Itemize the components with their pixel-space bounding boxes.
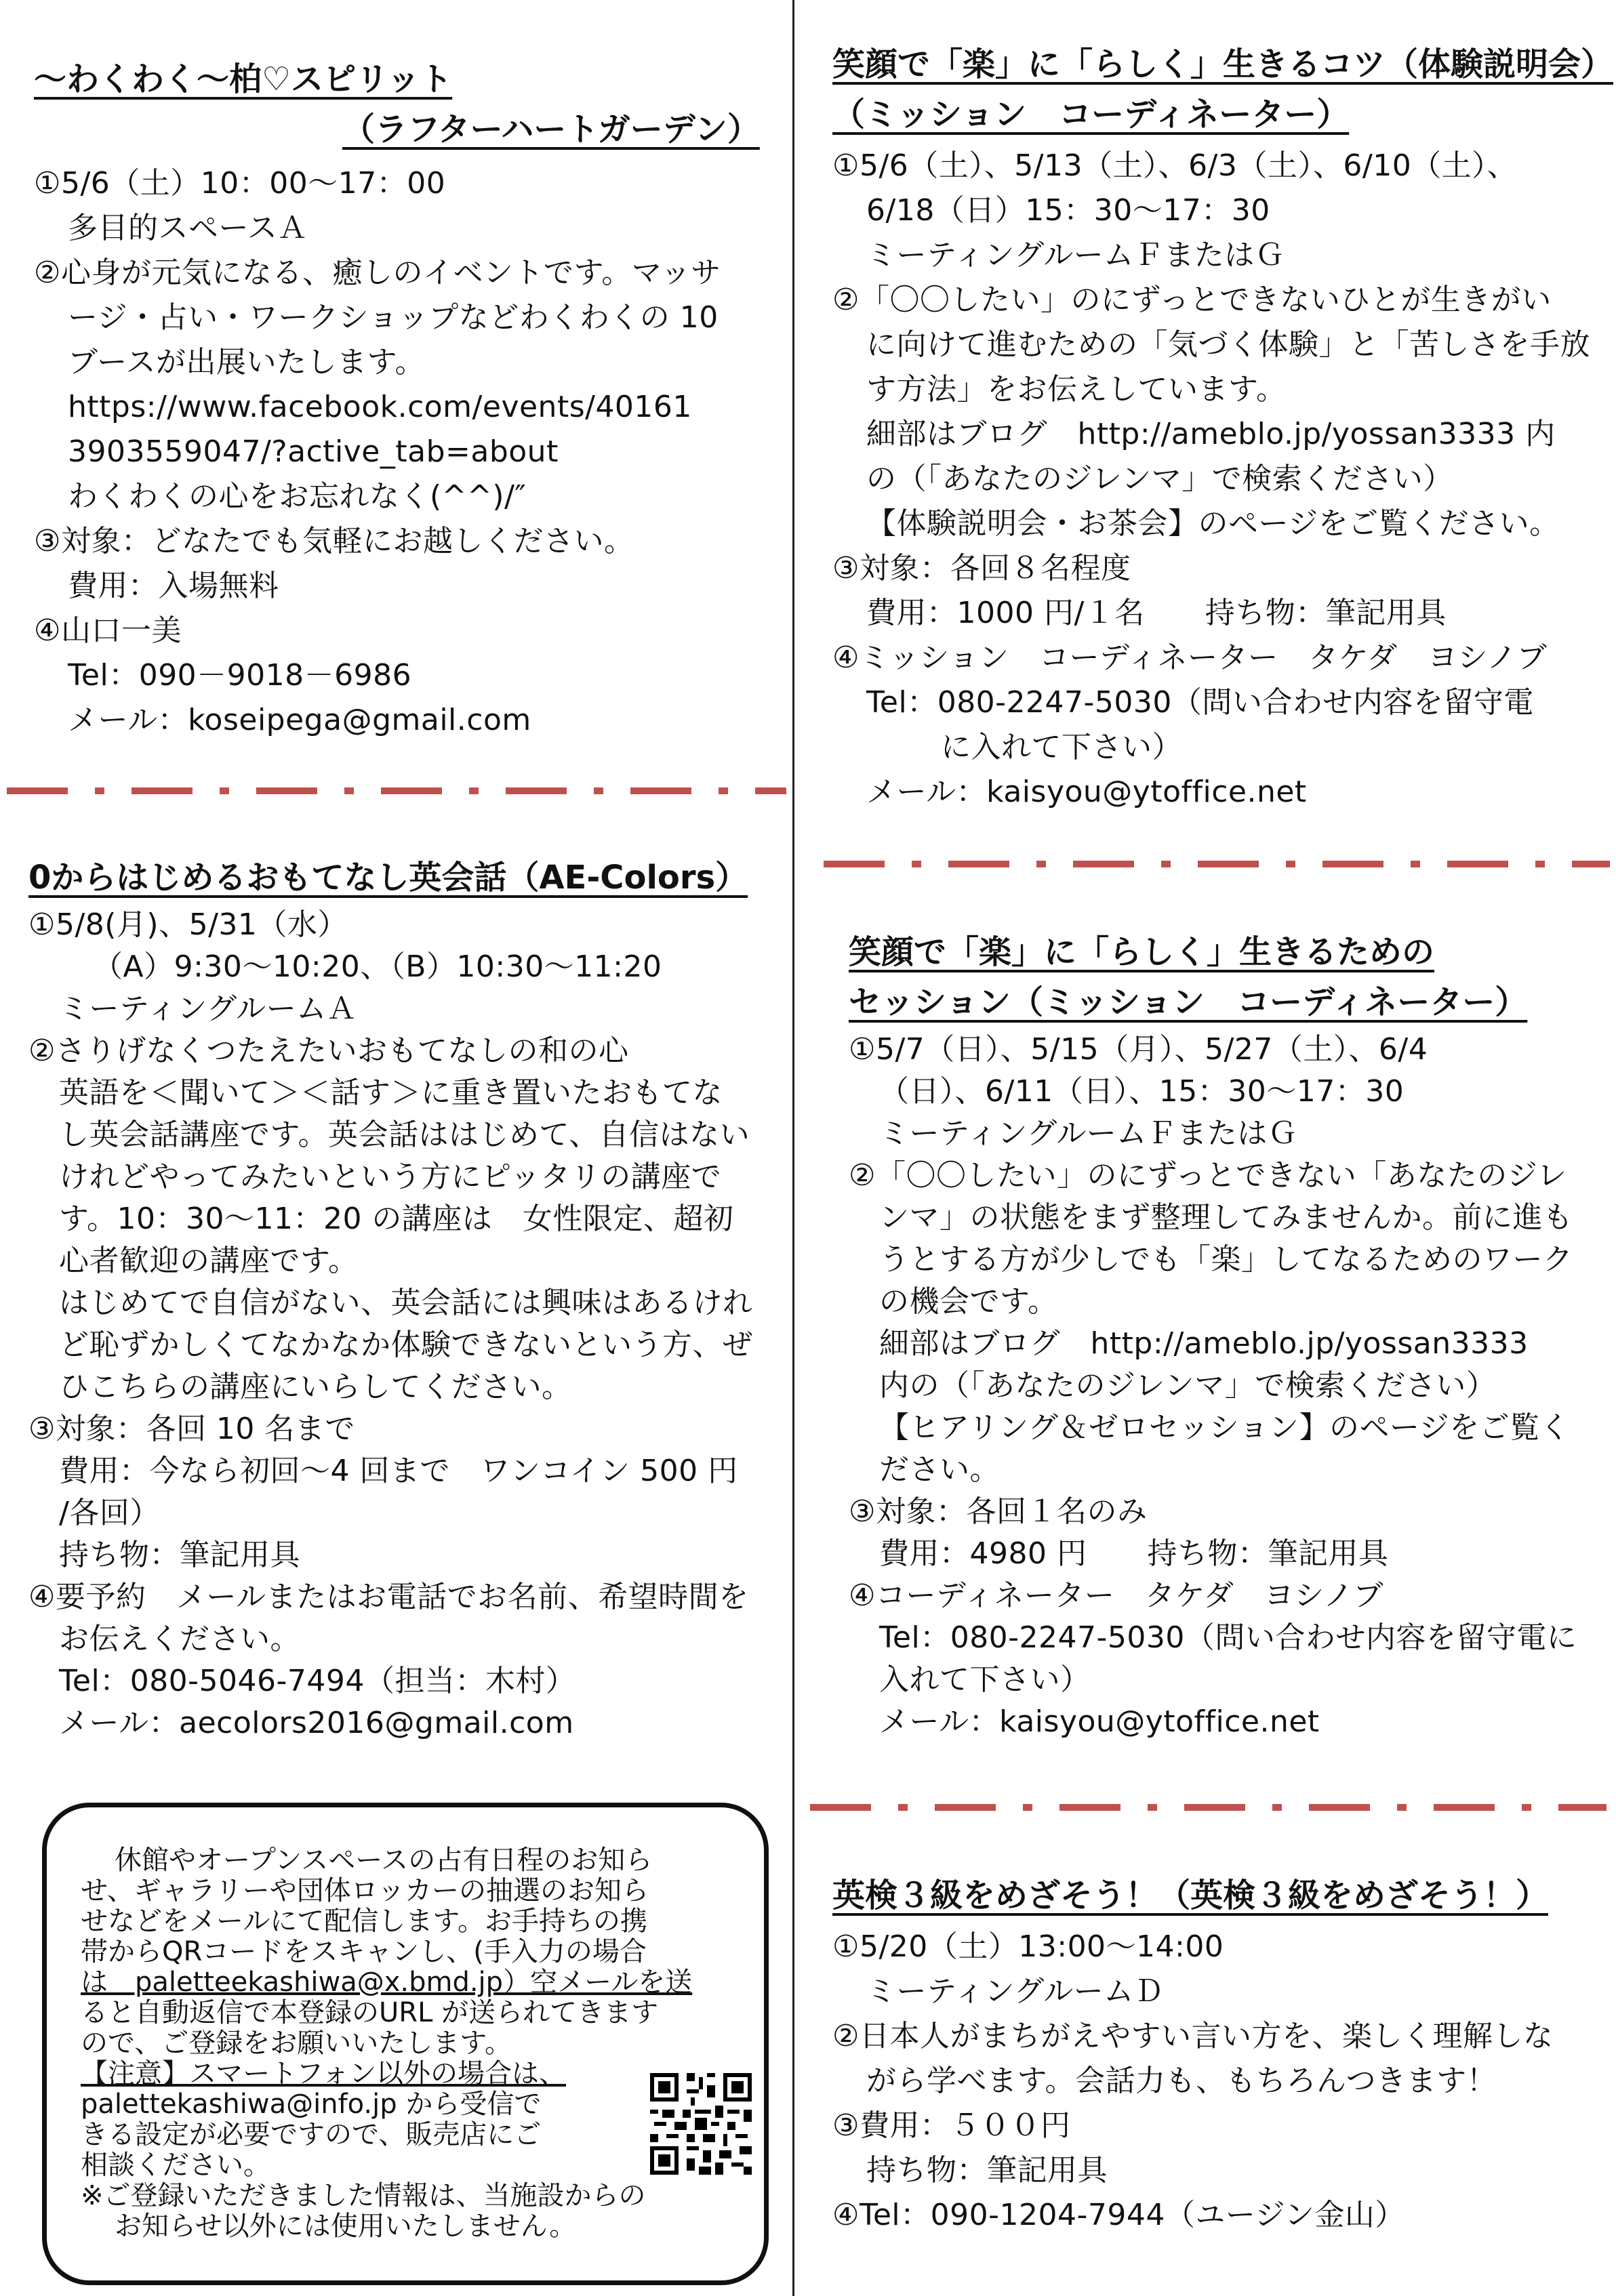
event-desc: がら学べます。会話力も、もちろんつきます！ [866, 2064, 1497, 2098]
event-phone: Tel：080-2247-5030（問い合わせ内容を留守電 [866, 685, 1534, 720]
event-email[interactable]: メール：aecolors2016@gmail.com [59, 1706, 574, 1740]
event-date: ①5/7（日）、5/15（月）、5/27（土）、6/4 [849, 1032, 1428, 1067]
event-contact: ④コーディネーター タケダ ヨシノブ [849, 1578, 1383, 1613]
event-subtitle: （ミッション コーディネーター） [832, 96, 1350, 134]
section-divider [810, 1803, 1607, 1812]
event-desc: す方法」をお伝えしています。 [866, 372, 1287, 407]
event-phone: Tel：080-2247-5030（問い合わせ内容を留守電に [879, 1620, 1577, 1655]
event-desc: す。10：30〜11：20 の講座は 女性限定、超初 [59, 1202, 734, 1236]
event-desc: ②日本人がまちがえやすい言い方を、楽しく理解しな [832, 2019, 1554, 2053]
event-date: ①5/20（土）13:00〜14:00 [832, 1929, 1224, 1964]
event-items: 持ち物：筆記用具 [866, 2153, 1108, 2188]
event-laughter-heart-garden [34, 54, 760, 743]
event-date: ①5/6（土）10：00〜17：00 [34, 166, 446, 201]
event-title: 0からはじめるおもてなし英会話（AE-Colors） [28, 859, 748, 897]
event-contact: ④ミッション コーディネーター タケダ ヨシノブ [832, 640, 1548, 675]
event-desc: 【体験説明会・お茶会】のページをご覧ください。 [866, 506, 1560, 541]
notice-line: せなどをメールにて配信します。お手持ちの携 [81, 1906, 647, 1937]
event-title: 笑顔で「楽」に「らしく」生きるための [849, 933, 1435, 971]
event-target: ③対象：どなたでも気軽にお越しください。 [34, 524, 634, 558]
event-time: （A）9:30〜10:20、（B）10:30〜11:20 [93, 949, 662, 984]
event-desc: 英語を＜聞いて＞＜話す＞に重き置いたおもてな [59, 1075, 723, 1110]
event-subtitle: セッション（ミッション コーディネーター） [849, 983, 1528, 1021]
notice-line: お知らせ以外には使用いたしません。 [115, 2211, 577, 2242]
section-divider [7, 786, 786, 796]
event-target: ③対象：各回 10 名まで [28, 1412, 355, 1446]
event-reservation: お伝えください。 [59, 1622, 300, 1656]
section-divider [824, 859, 1610, 869]
event-desc: し英会話講座です。英会話ははじめて、自信はない [59, 1118, 750, 1152]
event-desc: ブースが出展いたします。 [68, 345, 425, 380]
event-title: 英検３級をめざそう！（英検３級をめざそう！） [832, 1877, 1549, 1914]
event-desc: 心者歓迎の講座です。 [59, 1244, 359, 1278]
event-url[interactable]: https://www.facebook.com/events/40161 [68, 390, 692, 424]
event-room: ミーティングルームＦまたはＧ [879, 1116, 1298, 1151]
event-desc: 【ヒアリング＆ゼロセッション】のページをご覧く [879, 1410, 1571, 1445]
event-desc: うとする方が少しでも「楽」してなるためのワーク [879, 1242, 1573, 1277]
event-desc: 内の（「あなたのジレンマ」で検索ください） [879, 1368, 1497, 1403]
event-room: 多目的スペースＡ [68, 211, 308, 245]
event-email[interactable]: メール：koseipega@gmail.com [68, 703, 531, 737]
notice-line: palettekashiwa@info.jp から受信で [81, 2089, 542, 2120]
event-smile-tips [832, 39, 1613, 815]
notice-email[interactable]: は paletteekashiwa@x.bmd.jp）空メールを送 [81, 1967, 693, 1998]
event-email[interactable]: メール：kaisyou@ytoffice.net [879, 1704, 1320, 1739]
event-fee: 費用：入場無料 [68, 569, 279, 603]
event-title: 笑顔で「楽」に「らしく」生きるコツ（体験説明会） [832, 45, 1614, 83]
event-desc: はじめてで自信がない、英会話には興味はあるけれ [59, 1286, 753, 1320]
event-desc: ンマ」の状態をまず整理してみませんか。前に進も [879, 1200, 1573, 1235]
event-desc: けれどやってみたいという方にピッタリの講座で [59, 1160, 722, 1194]
event-desc: の（「あなたのジレンマ」で検索ください） [866, 462, 1453, 496]
notice-line: 帯からQRコードをスキャンし、(手入力の場合 [81, 1936, 647, 1967]
event-room: ミーティングルームＤ [866, 1974, 1165, 2009]
notice-line: きる設定が必要ですので、販売店にご [81, 2119, 542, 2150]
event-fee: /各回） [59, 1496, 160, 1530]
event-desc: ②「〇〇したい」のにずっとできない「あなたのジレ [849, 1158, 1567, 1193]
event-room: ミーティングルームＦまたはＧ [866, 238, 1285, 272]
event-phone-note: に入れて下さい） [941, 730, 1182, 764]
event-desc: ②さりげなくつたえたいおもてなしの和の心 [28, 1033, 629, 1068]
event-target: ③対象：各回１名のみ [849, 1494, 1148, 1529]
event-items: 持ち物：筆記用具 [59, 1538, 300, 1572]
notice-line: 相談ください。 [81, 2150, 270, 2181]
event-desc: ②「〇〇したい」のにずっとできないひとが生きがい [832, 283, 1552, 317]
event-desc: に向けて進むための「気づく体験」と「苦しさを手放 [866, 327, 1590, 362]
notice-line: ※ご登録いただきました情報は、当施設からの [81, 2180, 646, 2211]
event-fee: ③費用：５００円 [832, 2108, 1071, 2143]
event-desc: ださい。 [879, 1452, 1000, 1487]
event-desc: ②心身が元気になる、癒しのイベントです。マッサ [34, 255, 721, 290]
event-desc: の機会です。 [879, 1284, 1058, 1319]
event-desc: ージ・占い・ワークショップなどわくわくの 10 [68, 300, 719, 335]
event-eiken-grade3 [832, 1870, 1553, 2238]
event-phone: Tel：090－9018－6986 [68, 658, 412, 693]
event-fee: 費用：1000 円/１名 持ち物：筆記用具 [866, 596, 1447, 630]
event-target: ③対象：各回８名程度 [832, 551, 1131, 586]
event-fee: 費用：今なら初回〜4 回まで ワンコイン 500 円 [59, 1454, 738, 1488]
event-desc: ひこちらの講座にいらしてください。 [59, 1370, 572, 1404]
event-blog[interactable]: 細部はブログ http://ameblo.jp/yossan3333 [879, 1326, 1529, 1361]
event-phone: Tel：080-5046-7494（担当：木村） [59, 1664, 576, 1698]
event-title: 〜わくわく〜柏♡スピリット [34, 60, 453, 98]
notice-line: ので、ご登録をお願いいたします。 [81, 2028, 512, 2059]
event-room: ミーティングルームＡ [59, 991, 357, 1026]
event-reservation: ④要予約 メールまたはお電話でお名前、希望時間を [28, 1580, 749, 1614]
event-desc: ど恥ずかしくてなかなか体験できないという方、ぜ [59, 1328, 753, 1362]
notice-line: せ、ギャラリーや団体ロッカーの抽選のお知ら [81, 1875, 649, 1906]
event-date: ①5/6（土）、5/13（土）、6/3（土）、6/10（土）、 [832, 148, 1518, 183]
notice-line: 休館やオープンスペースの占有日程のお知ら [115, 1845, 653, 1876]
mail-registration-notice [42, 1803, 769, 2285]
qr-code-icon[interactable] [650, 2073, 752, 2175]
event-phone-note: 入れて下さい） [879, 1662, 1091, 1697]
notice-caution: 【注意】スマートフォン以外の場合は、 [81, 2058, 566, 2089]
event-fee: 費用：4980 円 持ち物：筆記用具 [879, 1536, 1389, 1571]
event-blog[interactable]: 細部はブログ http://ameblo.jp/yossan3333 内 [866, 417, 1556, 451]
event-english-conversation [28, 853, 753, 1744]
event-date: 6/18（日）15：30〜17：30 [866, 193, 1270, 228]
column-divider [792, 0, 794, 2296]
event-subtitle: （ラフターハートガーデン） [342, 110, 760, 148]
event-email[interactable]: メール：kaisyou@ytoffice.net [866, 775, 1307, 809]
event-date: ①5/8(月)、5/31（水） [28, 907, 348, 942]
notice-line: ると自動返信で本登録のURL が送られてきます [81, 1997, 659, 2028]
event-phone: ④Tel：090-1204-7944（ユージン金山） [832, 2198, 1405, 2232]
event-url[interactable]: 3903559047/?active_tab=about [68, 434, 559, 469]
event-date: （日）、6/11（日）、15：30〜17：30 [879, 1074, 1405, 1109]
event-smile-session [849, 927, 1577, 1743]
event-contact: ④山口一美 [34, 613, 182, 648]
event-desc: わくわくの心をお忘れなく(^^)/″ [68, 479, 527, 514]
